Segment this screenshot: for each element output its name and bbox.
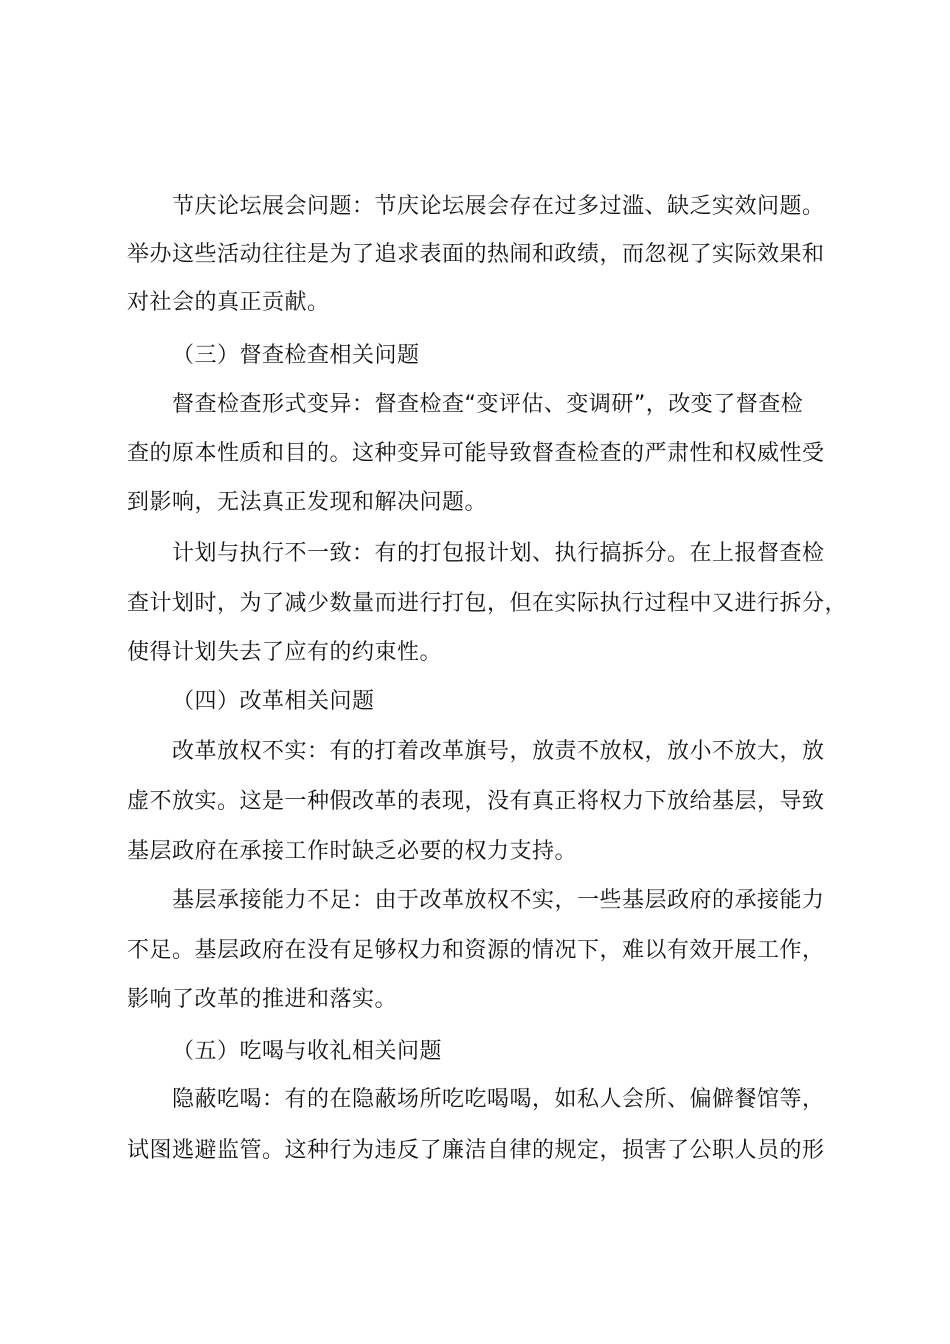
paragraph-line: 基层承接能力不足：由于改革放权不实，一些基层政府的承接能力 bbox=[172, 888, 825, 913]
paragraph-line: 隐蔽吃喝：有的在隐蔽场所吃吃喝喝，如私人会所、偏僻餐馆等， bbox=[172, 1087, 825, 1112]
section-heading: （五）吃喝与收礼相关问题 bbox=[172, 1039, 443, 1064]
paragraph-line: 计划与执行不一致：有的打包报计划、执行搞拆分。在上报督查检 bbox=[172, 541, 825, 566]
paragraph-line: 影响了改革的推进和落实。 bbox=[127, 987, 398, 1012]
paragraph-line: 查的原本性质和目的。这种变异可能导致督查检查的严肃性和权威性受 bbox=[127, 441, 825, 466]
section-heading: （四）改革相关问题 bbox=[172, 689, 375, 714]
paragraph-line: 使得计划失去了应有的约束性。 bbox=[127, 640, 443, 665]
paragraph-line: 对社会的真正贡献。 bbox=[127, 290, 330, 315]
paragraph-line: 督查检查形式变异：督查检查“变评估、变调研”，改变了督查检 bbox=[172, 392, 804, 417]
section-heading: （三）督查检查相关问题 bbox=[172, 343, 420, 368]
paragraph-line: 查计划时，为了减少数量而进行打包，但在实际执行过程中又进行拆分， bbox=[127, 591, 848, 616]
paragraph-line: 不足。基层政府在没有足够权力和资源的情况下，难以有效开展工作， bbox=[127, 938, 825, 963]
paragraph-line: 试图逃避监管。这种行为违反了廉洁自律的规定，损害了公职人员的形 bbox=[127, 1138, 825, 1163]
paragraph-line: 到影响，无法真正发现和解决问题。 bbox=[127, 490, 488, 515]
paragraph-line: 节庆论坛展会问题：节庆论坛展会存在过多过滥、缺乏实效问题。 bbox=[172, 194, 825, 219]
paragraph-line: 虚不放实。这是一种假改革的表现，没有真正将权力下放给基层，导致 bbox=[127, 789, 825, 814]
paragraph-line: 基层政府在承接工作时缺乏必要的权力支持。 bbox=[127, 839, 578, 864]
paragraph-line: 改革放权不实：有的打着改革旗号，放责不放权，放小不放大，放 bbox=[172, 739, 825, 764]
paragraph-line: 举办这些活动往往是为了追求表面的热闹和政绩，而忽视了实际效果和 bbox=[127, 242, 825, 267]
